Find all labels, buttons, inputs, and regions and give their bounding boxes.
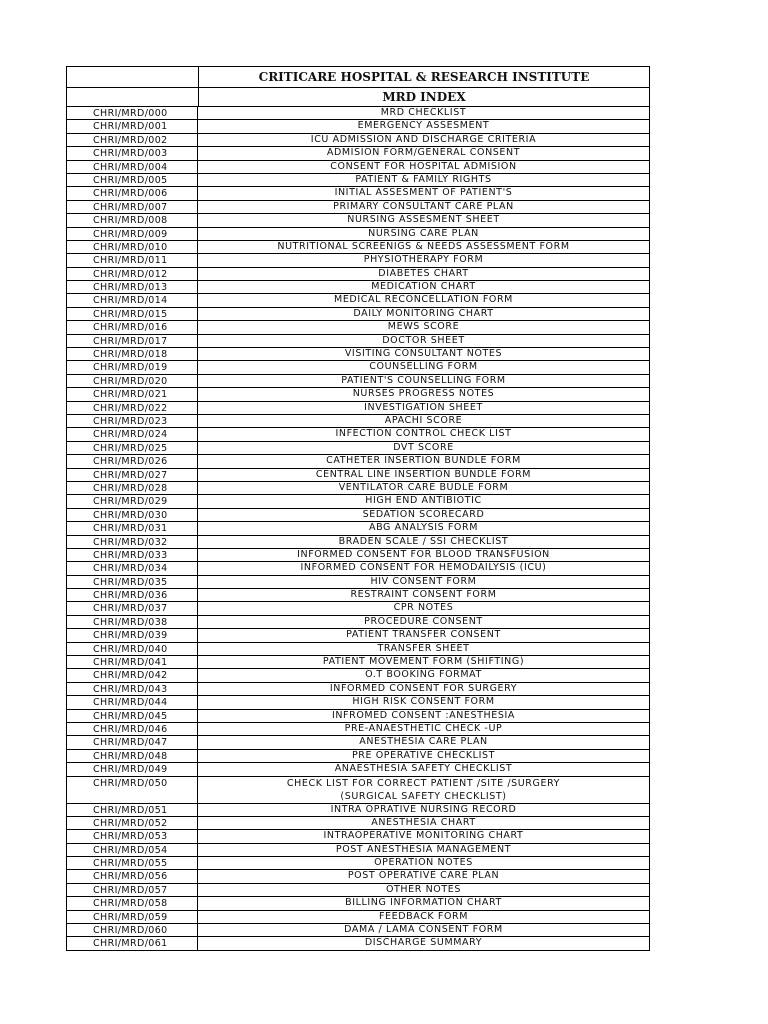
form-title: VISITING CONSULTANT NOTES [344, 348, 503, 360]
form-code: CHRI/MRD/056 [67, 870, 198, 882]
form-title: DAMA / LAMA CONSENT FORM [344, 924, 503, 936]
table-row [67, 629, 649, 642]
form-code: CHRI/MRD/050 [67, 777, 198, 803]
form-title: CATHETER INSERTION BUNDLE FORM [326, 455, 521, 467]
form-code: CHRI/MRD/024 [67, 428, 198, 440]
form-title: APACHI SCORE [384, 414, 463, 426]
hospital-title: CRITICARE HOSPITAL & RESEARCH INSTITUTE [258, 70, 590, 84]
form-code: CHRI/MRD/044 [67, 696, 198, 708]
table-row [67, 254, 649, 267]
form-title: ADMISION FORM/GENERAL CONSENT [326, 147, 521, 159]
form-code: CHRI/MRD/047 [67, 736, 198, 748]
table-row [67, 335, 649, 348]
form-code: CHRI/MRD/046 [67, 723, 198, 735]
form-code: CHRI/MRD/019 [67, 361, 198, 373]
form-title: POST OPERATIVE CARE PLAN [347, 870, 500, 882]
form-title: O.T BOOKING FORMAT [365, 669, 482, 681]
form-title: PATIENT MOVEMENT FORM (SHIFTING) [322, 656, 525, 668]
form-code: CHRI/MRD/053 [67, 830, 198, 842]
form-title: INVESTIGATION SHEET [364, 401, 483, 413]
form-title: PRIMARY CONSULTANT CARE PLAN [333, 200, 514, 212]
form-title: INITIAL ASSESMENT OF PATIENT'S [334, 187, 513, 199]
form-title: NUTRITIONAL SCREENIGS & NEEDS ASSESSMENT FORM [277, 240, 570, 252]
table-row [67, 683, 649, 696]
form-title: DOCTOR SHEET [382, 334, 465, 346]
table-row [67, 495, 649, 508]
form-code: CHRI/MRD/008 [67, 214, 198, 226]
form-title: HIV CONSENT FORM [370, 575, 477, 587]
form-code: CHRI/MRD/058 [67, 897, 198, 909]
table-row [67, 897, 649, 910]
form-title: RESTRAINT CONSENT FORM [350, 589, 497, 601]
form-code: CHRI/MRD/016 [67, 321, 198, 333]
form-title: ABG ANALYSIS FORM [369, 522, 478, 534]
form-title: BILLING INFORMATION CHART [345, 897, 502, 909]
form-title: PATIENT TRANSFER CONSENT [346, 629, 501, 641]
form-title: NURSING ASSESMENT SHEET [347, 214, 500, 226]
table-row [67, 388, 649, 401]
form-title: FEEDBACK FORM [378, 910, 469, 922]
form-code: CHRI/MRD/057 [67, 884, 198, 896]
header-blank-cell [67, 67, 199, 87]
table-row [67, 361, 649, 374]
form-code: CHRI/MRD/029 [67, 495, 198, 507]
mrd-index-table [66, 66, 650, 951]
form-title: PHYSIOTHERAPY FORM [363, 254, 484, 266]
form-title: CENTRAL LINE INSERTION BUNDLE FORM [315, 468, 532, 480]
table-row [67, 736, 649, 749]
table-row [67, 455, 649, 468]
form-title: PROCEDURE CONSENT [364, 615, 483, 627]
table-row [67, 522, 649, 535]
form-title: DIABETES CHART [378, 267, 469, 279]
form-title: MEDICAL RECONCELLATION FORM [334, 294, 513, 306]
table-row [67, 241, 649, 254]
form-title: INTRAOPERATIVE MONITORING CHART [323, 830, 524, 842]
table-row [67, 308, 649, 321]
form-code: CHRI/MRD/011 [67, 254, 198, 266]
table-row [67, 750, 649, 763]
form-code: CHRI/MRD/015 [67, 308, 198, 320]
form-code: CHRI/MRD/043 [67, 683, 198, 695]
table-row [67, 656, 649, 669]
form-title: NURSES PROGRESS NOTES [352, 388, 495, 400]
table-row [67, 469, 649, 482]
table-row [67, 294, 649, 307]
form-code: CHRI/MRD/037 [67, 602, 198, 614]
form-title: MEWS SCORE [387, 321, 460, 333]
form-code: CHRI/MRD/039 [67, 629, 198, 641]
table-row [67, 321, 649, 334]
table-row [67, 134, 649, 147]
table-row [67, 710, 649, 723]
table-row [67, 348, 649, 361]
form-title: OTHER NOTES [385, 883, 462, 895]
table-row [67, 428, 649, 441]
form-title: ANESTHESIA CARE PLAN [359, 736, 488, 748]
table-row [67, 201, 649, 214]
table-body [67, 107, 649, 951]
form-code: CHRI/MRD/001 [67, 120, 198, 132]
form-code: CHRI/MRD/028 [67, 482, 198, 494]
table-row [67, 884, 649, 897]
form-code: CHRI/MRD/036 [67, 589, 198, 601]
form-title: DISCHARGE SUMMARY [364, 937, 483, 949]
form-title: COUNSELLING FORM [369, 361, 478, 373]
table-row [67, 763, 649, 776]
form-title: INFROMED CONSENT :ANESTHESIA [331, 709, 516, 721]
form-title: DVT SCORE [393, 441, 454, 453]
form-code: CHRI/MRD/040 [67, 643, 198, 655]
table-row [67, 415, 649, 428]
table-row [67, 924, 649, 937]
form-title: INTRA OPRATIVE NURSING RECORD [330, 803, 517, 815]
form-title: MRD CHECKLIST [380, 107, 467, 118]
table-row [67, 696, 649, 709]
table-row [67, 214, 649, 227]
table-row [67, 669, 649, 682]
form-title: ANAESTHESIA SAFETY CHECKLIST [334, 763, 513, 775]
index-subtitle: MRD INDEX [382, 90, 466, 104]
form-code: CHRI/MRD/021 [67, 388, 198, 400]
form-code: CHRI/MRD/025 [67, 442, 198, 454]
form-title: VENTILATOR CARE BUDLE FORM [338, 481, 509, 493]
form-title: INFECTION CONTROL CHECK LIST [335, 428, 512, 440]
table-row [67, 602, 649, 615]
table-row [67, 723, 649, 736]
table-row [67, 804, 649, 817]
form-code: CHRI/MRD/009 [67, 228, 198, 240]
table-header-row [67, 67, 649, 88]
form-code: CHRI/MRD/030 [67, 509, 198, 521]
form-code: CHRI/MRD/033 [67, 549, 198, 561]
form-code: CHRI/MRD/018 [67, 348, 198, 360]
form-title: ANESTHESIA CHART [371, 816, 476, 828]
form-code: CHRI/MRD/000 [67, 107, 198, 119]
form-code: CHRI/MRD/045 [67, 710, 198, 722]
table-subheader-row [67, 88, 649, 107]
form-title: INFORMED CONSENT FOR SURGERY [329, 682, 518, 694]
form-code: CHRI/MRD/038 [67, 616, 198, 628]
form-title: PATIENT & FAMILY RIGHTS [355, 173, 492, 185]
form-title: PATIENT'S COUNSELLING FORM [341, 374, 506, 386]
form-title: INFORMED CONSENT FOR HEMODAILYSIS (ICU) [300, 562, 547, 574]
form-code: CHRI/MRD/027 [67, 469, 198, 481]
form-code: CHRI/MRD/055 [67, 857, 198, 869]
table-row [67, 147, 649, 160]
table-row [67, 643, 649, 656]
form-code: CHRI/MRD/013 [67, 281, 198, 293]
table-row [67, 174, 649, 187]
form-code: CHRI/MRD/022 [67, 402, 198, 414]
form-title: ICU ADMISSION AND DISCHARGE CRITERIA [310, 133, 537, 145]
form-code: CHRI/MRD/041 [67, 656, 198, 668]
table-row [67, 562, 649, 575]
form-code: CHRI/MRD/034 [67, 562, 198, 574]
form-code: CHRI/MRD/014 [67, 294, 198, 306]
form-code: CHRI/MRD/007 [67, 201, 198, 213]
form-code: CHRI/MRD/048 [67, 750, 198, 762]
table-row [67, 375, 649, 388]
form-code: CHRI/MRD/035 [67, 576, 198, 588]
form-code: CHRI/MRD/042 [67, 669, 198, 681]
header-blank-cell [67, 88, 199, 106]
table-row [67, 281, 649, 294]
form-code: CHRI/MRD/054 [67, 844, 198, 856]
table-row [67, 589, 649, 602]
form-code: CHRI/MRD/049 [67, 763, 198, 775]
form-code: CHRI/MRD/002 [67, 134, 198, 146]
table-row [67, 844, 649, 857]
form-code: CHRI/MRD/003 [67, 147, 198, 159]
form-title: MEDICATION CHART [371, 281, 476, 293]
form-title: SEDATION SCORECARD [362, 508, 485, 520]
table-row [67, 120, 649, 133]
table-row [67, 187, 649, 200]
form-title: OPERATION NOTES [374, 857, 473, 869]
table-row [67, 268, 649, 281]
form-code: CHRI/MRD/031 [67, 522, 198, 534]
table-row [67, 857, 649, 870]
table-row [67, 509, 649, 522]
form-title: INFORMED CONSENT FOR BLOOD TRANSFUSION [297, 548, 550, 560]
form-code: CHRI/MRD/020 [67, 375, 198, 387]
table-row [67, 830, 649, 843]
form-code: CHRI/MRD/012 [67, 268, 198, 280]
form-code: CHRI/MRD/052 [67, 817, 198, 829]
form-code: CHRI/MRD/017 [67, 335, 198, 347]
form-title: NURSING CARE PLAN [368, 227, 479, 239]
form-title: CONSENT FOR HOSPITAL ADMISION [330, 160, 517, 172]
table-row [67, 549, 649, 562]
form-title-line1: CHECK LIST FOR CORRECT PATIENT /SITE /SURGERY [286, 777, 561, 789]
form-code: CHRI/MRD/005 [67, 174, 198, 186]
form-title: TRANSFER SHEET [377, 642, 470, 654]
form-code: CHRI/MRD/023 [67, 415, 198, 427]
table-row [67, 576, 649, 589]
form-title: HIGH END ANTIBIOTIC [365, 495, 482, 507]
form-code: CHRI/MRD/032 [67, 536, 198, 548]
form-code: CHRI/MRD/006 [67, 187, 198, 199]
form-code: CHRI/MRD/061 [67, 937, 198, 949]
form-title [198, 777, 649, 803]
table-row [67, 937, 649, 950]
table-row [67, 402, 649, 415]
form-code: CHRI/MRD/060 [67, 924, 198, 936]
table-row [67, 442, 649, 455]
table-row [67, 228, 649, 241]
form-code: CHRI/MRD/010 [67, 241, 198, 253]
table-row [67, 536, 649, 549]
table-row [67, 161, 649, 174]
form-title-line2: (SURGICAL SAFETY CHECKLIST) [340, 790, 507, 802]
form-title: BRADEN SCALE / SSI CHECKLIST [338, 535, 509, 547]
form-code: CHRI/MRD/051 [67, 804, 198, 816]
table-row [67, 870, 649, 883]
form-code: CHRI/MRD/004 [67, 161, 198, 173]
form-title: EMERGENCY ASSESMENT [357, 120, 490, 132]
table-row [67, 616, 649, 629]
form-title: CPR NOTES [393, 602, 454, 614]
table-row [67, 817, 649, 830]
table-row [67, 107, 649, 120]
table-row [67, 777, 649, 804]
form-title: DAILY MONITORING CHART [353, 307, 494, 319]
form-title: PRE OPERATIVE CHECKLIST [351, 749, 496, 761]
form-title: HIGH RISK CONSENT FORM [352, 696, 495, 708]
form-title: POST ANESTHESIA MANAGEMENT [335, 843, 512, 855]
table-row [67, 482, 649, 495]
form-title: PRE-ANAESTHETIC CHECK -UP [344, 722, 503, 734]
form-code: CHRI/MRD/026 [67, 455, 198, 467]
table-row [67, 911, 649, 924]
form-code: CHRI/MRD/059 [67, 911, 198, 923]
